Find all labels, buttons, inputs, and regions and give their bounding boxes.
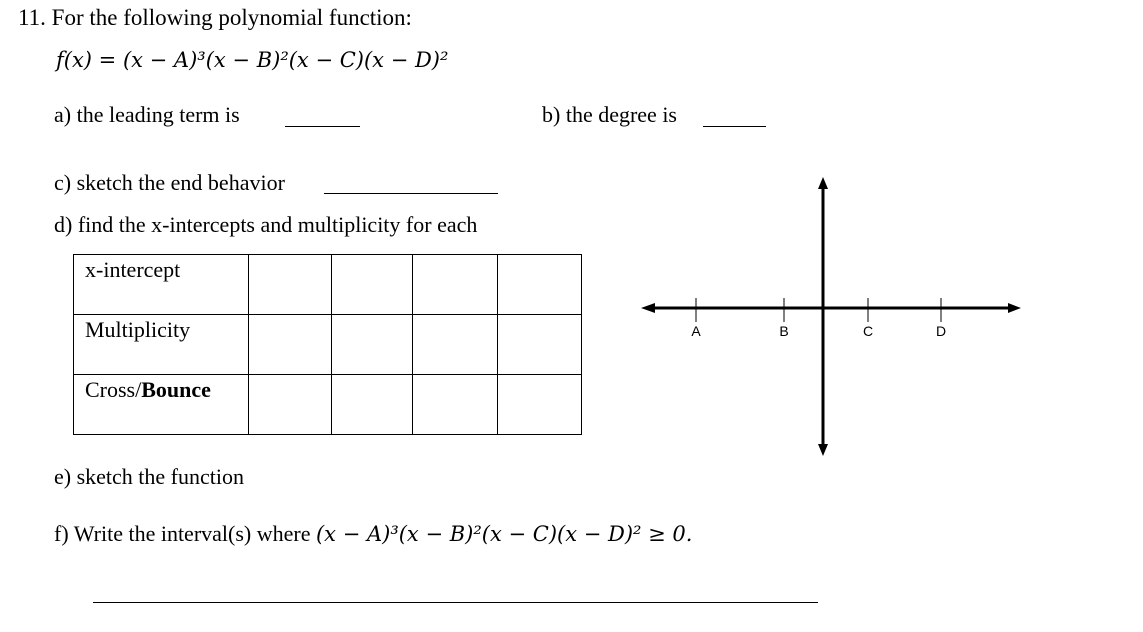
part-f-line — [54, 521, 692, 547]
function-definition: f(x) = (x − A)³(x − B)²(x − C)(x − D)² — [56, 48, 449, 72]
x-axis-left-arrow — [641, 303, 655, 313]
tick-label-d: D — [935, 323, 947, 339]
interval-answer-blank[interactable] — [93, 602, 818, 603]
row-label-multiplicity: Multiplicity — [74, 315, 249, 375]
tick-label-c: C — [862, 323, 874, 339]
y-axis-top-arrow — [818, 177, 828, 189]
part-e-label: e) sketch the function — [54, 464, 244, 489]
part-b-label: b) the degree is — [542, 102, 677, 127]
problem-title: 11. For the following polynomial function: — [18, 5, 412, 30]
part-f-inequality: (x − A)³(x − B)²(x − C)(x − D)² ≥ 0. — [315, 522, 693, 546]
tick-label-a: A — [691, 323, 701, 339]
cross-word: Cross/ — [85, 377, 142, 402]
part-d-label: d) find the x-intercepts and multiplicity for each — [54, 212, 478, 237]
part-a-label: a) the leading term is — [54, 102, 240, 127]
part-f-label: f) Write the interval(s) where — [54, 521, 316, 546]
bounce-word: Bounce — [141, 377, 211, 402]
row-label-x-intercept: x-intercept — [74, 255, 249, 315]
tick-label-b: B — [779, 323, 789, 339]
x-axis-right-arrow — [1008, 303, 1021, 313]
part-c-label: c) sketch the end behavior — [54, 170, 285, 195]
y-axis-bottom-arrow — [818, 444, 828, 456]
